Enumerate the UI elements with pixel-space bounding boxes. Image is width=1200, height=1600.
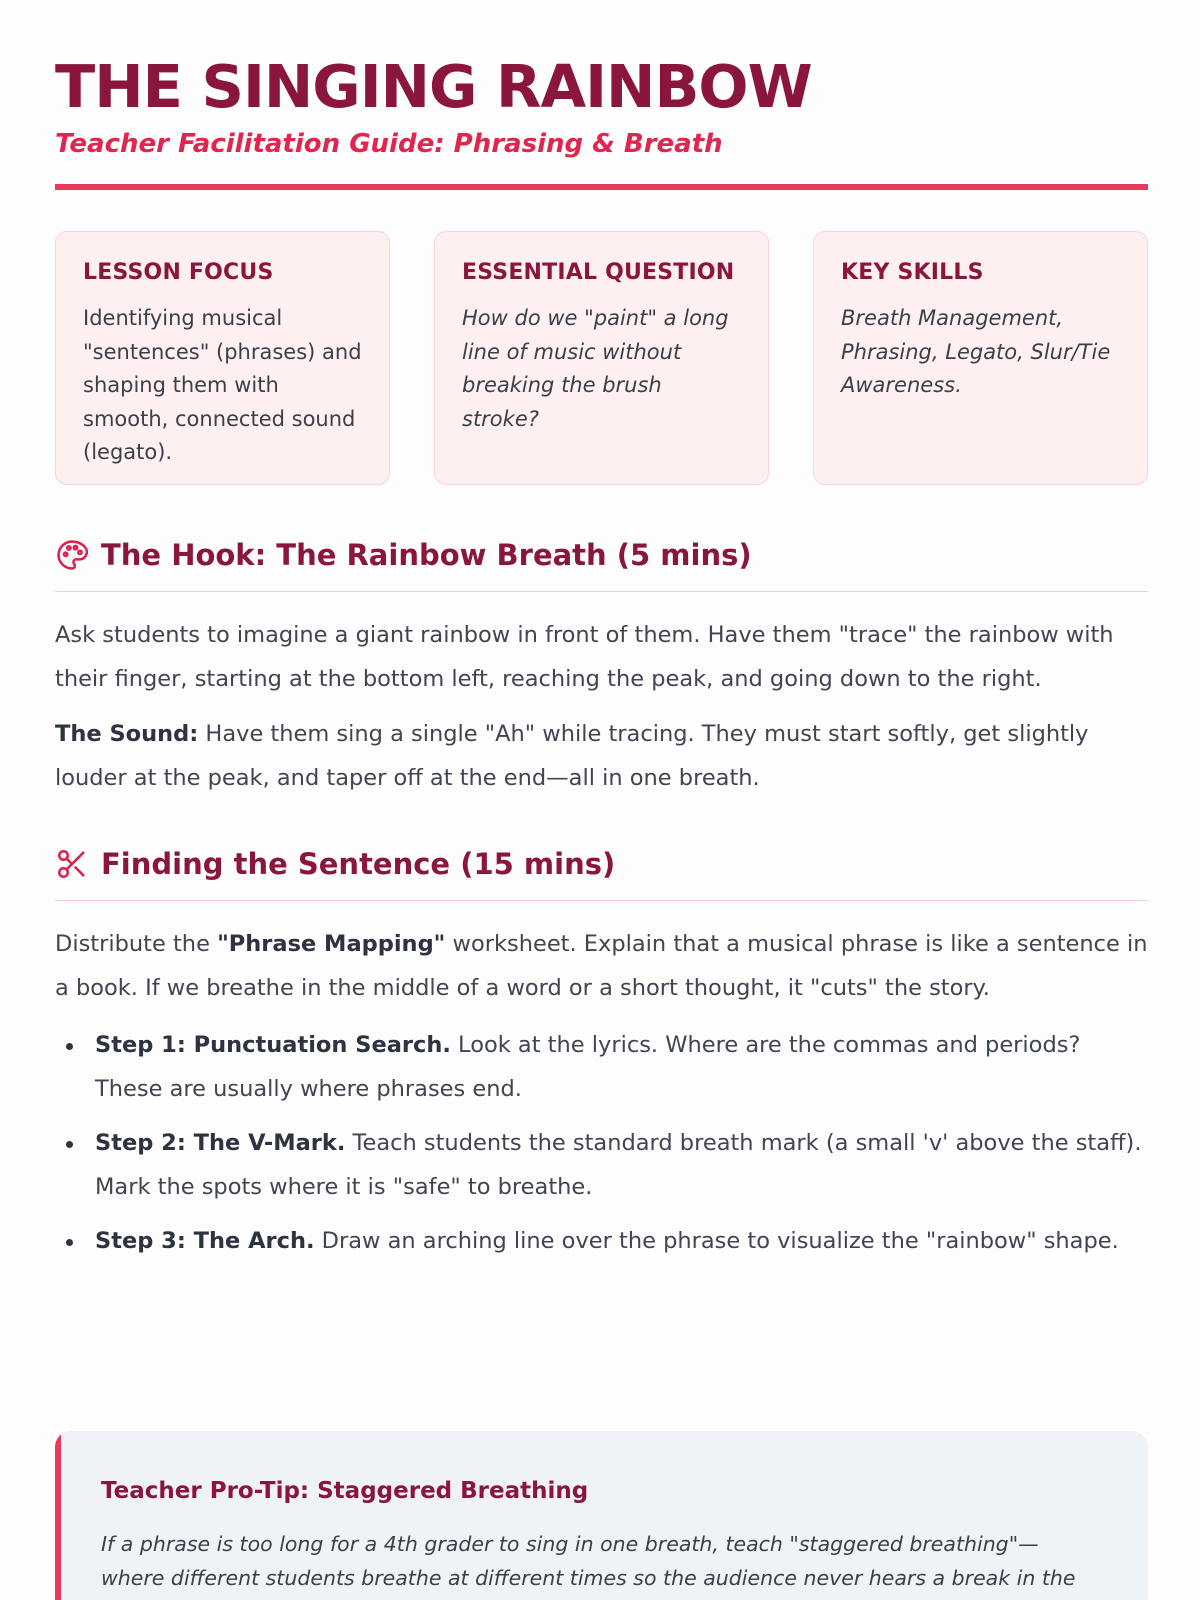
callout-accent-bar xyxy=(55,1431,61,1600)
page-title: THE SINGING RAINBOW xyxy=(55,52,812,121)
card-title: KEY SKILLS xyxy=(841,260,984,285)
page xyxy=(55,0,1148,1275)
essential-question-card xyxy=(434,231,769,485)
callout-title: Teacher Pro-Tip: Staggered Breathing xyxy=(101,1478,589,1504)
key-skills-card xyxy=(813,231,1148,485)
section-title: Finding the Sentence (15 mins) xyxy=(101,847,616,881)
step-label: Step 3: The Arch. xyxy=(95,1228,315,1254)
section-divider xyxy=(55,591,1148,592)
card-text: How do we "paint" a long line of music without breaking the brush stroke? xyxy=(462,306,729,431)
sound-label: The Sound: xyxy=(55,721,199,747)
sound-paragraph xyxy=(55,713,1148,800)
intro-text: worksheet. Explain that a musical phrase is like a sentence in a book. If we breathe in the middle of a word or a short thought, it "cuts" the story. xyxy=(55,931,1148,1001)
step-label: Step 1: Punctuation Search. xyxy=(95,1032,451,1058)
scissors-icon xyxy=(55,847,89,881)
hook-paragraph: Ask students to imagine a giant rainbow in front of them. Have them "trace" the rainbow with their finger, starting at the bottom left, reaching the peak, and going down to the right. xyxy=(55,622,1114,692)
intro-paragraph xyxy=(55,923,1148,1010)
card-title: LESSON FOCUS xyxy=(83,260,274,285)
summary-cards xyxy=(55,231,1148,485)
section-heading xyxy=(55,533,1148,577)
section-heading xyxy=(55,842,1148,886)
sentence-section xyxy=(55,842,1148,1264)
step-text: Teach students the standard breath mark (a small 'v' above the staff). Mark the spots where it is "safe" to breathe. xyxy=(95,1130,1142,1200)
page-subtitle: Teacher Facilitation Guide: Phrasing & Breath xyxy=(55,129,723,159)
hook-section xyxy=(55,533,1148,800)
lesson-focus-card xyxy=(55,231,390,485)
worksheet-name: "Phrase Mapping" xyxy=(217,931,446,957)
sound-text: Have them sing a single "Ah" while tracing. They must start softly, get slightly louder at the peak, and taper off at the end—all in one breath. xyxy=(55,721,1089,791)
list-item xyxy=(55,1122,1148,1209)
palette-icon xyxy=(55,538,89,572)
header-divider xyxy=(55,184,1148,190)
list-item xyxy=(55,1220,1148,1264)
step-label: Step 2: The V-Mark. xyxy=(95,1130,346,1156)
pro-tip-callout xyxy=(55,1431,1148,1600)
step-text: Look at the lyrics. Where are the commas and periods? These are usually where phrases end. xyxy=(95,1032,1081,1102)
list-item xyxy=(55,1024,1148,1111)
section-title: The Hook: The Rainbow Breath (5 mins) xyxy=(101,538,752,572)
step-text: Draw an arching line over the phrase to visualize the "rainbow" shape. xyxy=(314,1228,1119,1254)
callout-text: If a phrase is too long for a 4th grader to sing in one breath, teach "staggered breathing"—where different students breathe at different times so the audience never hears a break in the xyxy=(101,1532,1076,1590)
card-title: ESSENTIAL QUESTION xyxy=(462,260,735,285)
card-text: Identifying musical "sentences" (phrases) and shaping them with smooth, connected sound (legato). xyxy=(83,306,362,464)
intro-text: Distribute the xyxy=(55,931,218,957)
steps-list xyxy=(55,1024,1148,1264)
section-divider xyxy=(55,900,1148,901)
card-text: Breath Management, Phrasing, Legato, Slur/Tie Awareness. xyxy=(841,306,1111,397)
